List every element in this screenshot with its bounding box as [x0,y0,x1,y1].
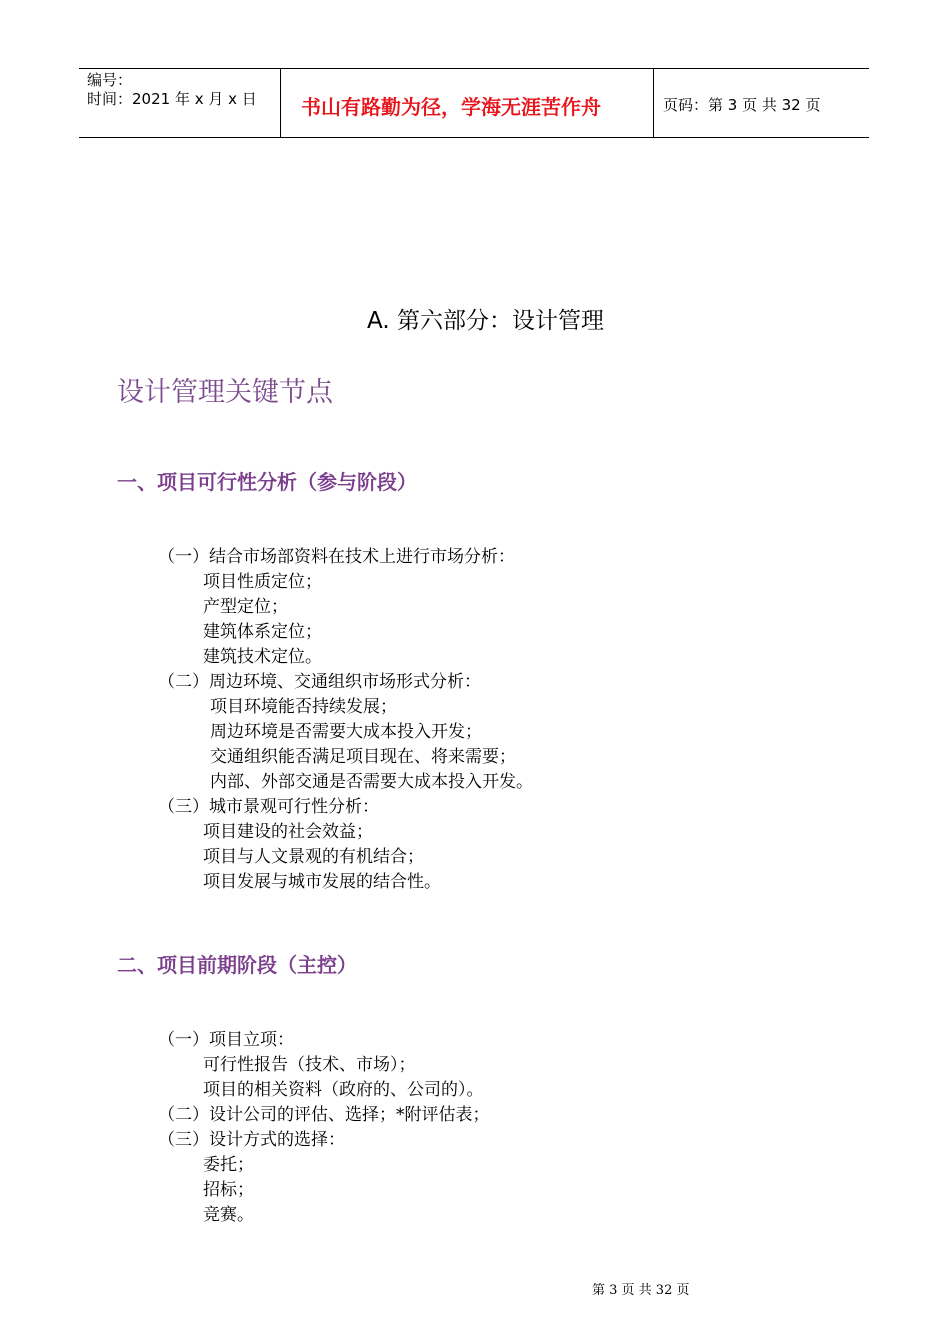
part2-heading: 二、项目前期阶段（主控） [117,953,357,977]
list-item: 产型定位； [203,597,288,617]
time-label: 时间：2021 年 x 月 x 日 [87,90,257,108]
main-title: 设计管理关键节点 [117,377,333,408]
part2-sub3: （三）设计方式的选择： [158,1130,345,1150]
list-item: 委托； [203,1155,254,1175]
list-item: 可行性报告（技术、市场）； [203,1055,416,1075]
part1-heading: 一、项目可行性分析（参与阶段） [117,470,417,494]
header-page-info: 页码：第 3 页 共 32 页 [663,96,821,114]
list-item: 交通组织能否满足项目现在、将来需要； [210,747,516,767]
header-info-cell [79,69,281,137]
part1-sub1: （一）结合市场部资料在技术上进行市场分析： [158,547,515,567]
list-item: 周边环境是否需要大成本投入开发； [210,722,482,742]
page-footer: 第 3 页 共 32 页 [592,1283,690,1298]
section-title: A. 第六部分：设计管理 [367,308,604,334]
part1-sub3: （三）城市景观可行性分析： [158,797,379,817]
header-page-cell [654,69,869,137]
list-item: 内部、外部交通是否需要大成本投入开发。 [210,772,533,792]
list-item: 建筑技术定位。 [203,647,322,667]
list-item: 竞赛。 [203,1205,254,1225]
part1-sub2: （二）周边环境、交通组织市场形式分析： [158,672,481,692]
list-item: 项目性质定位； [203,572,322,592]
list-item: 项目发展与城市发展的结合性。 [203,872,441,892]
list-item: 项目建设的社会效益； [203,822,373,842]
header-motto-cell [281,69,654,137]
list-item: 招标； [203,1180,254,1200]
part2-sub1: （一）项目立项： [158,1030,294,1050]
motto-text: 书山有路勤为径，学海无涯苦作舟 [301,95,601,119]
list-item: 项目环境能否持续发展； [210,697,397,717]
list-item: 建筑体系定位； [203,622,322,642]
part2-sub2: （二）设计公司的评估、选择；*附评估表； [158,1105,490,1125]
number-label: 编号： [87,71,133,89]
document-header [79,68,869,138]
list-item: 项目与人文景观的有机结合； [203,847,424,867]
list-item: 项目的相关资料（政府的、公司的）。 [203,1080,484,1100]
